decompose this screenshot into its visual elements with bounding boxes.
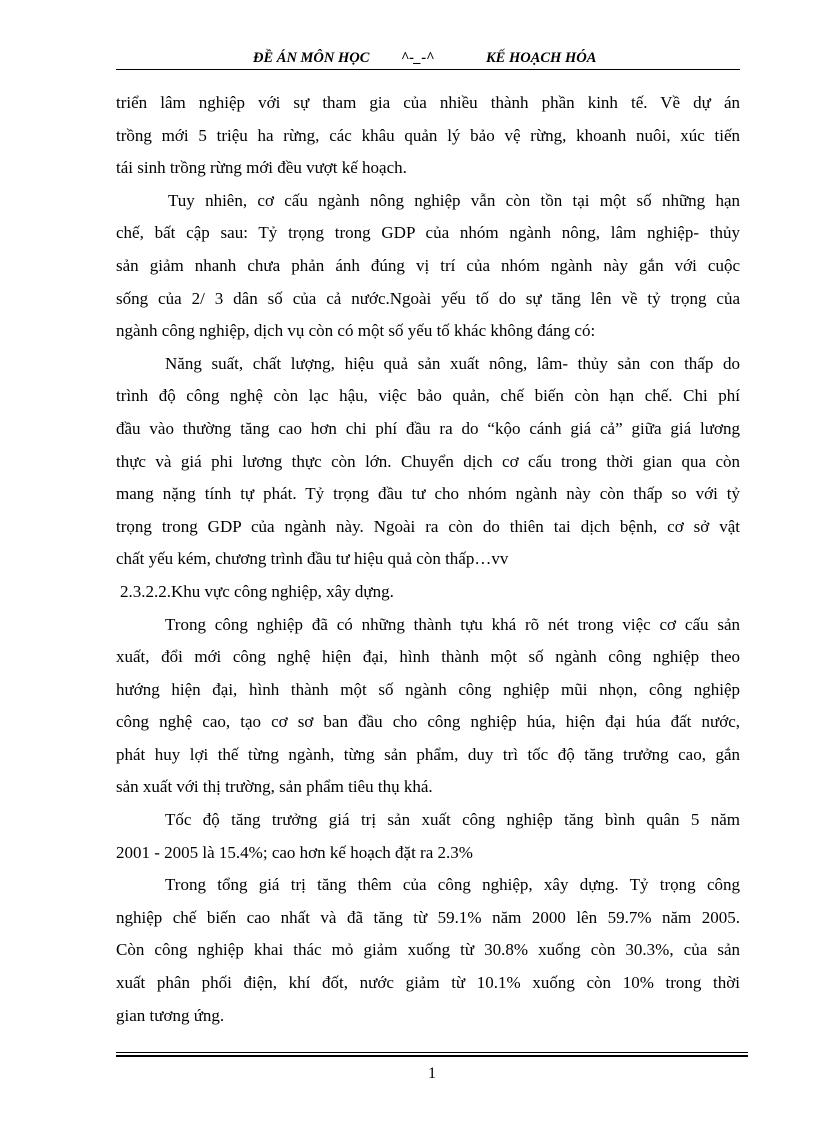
text-line: triển lâm nghiệp với sự tham gia của nhiều thành phần kinh tế. Về dự án bbox=[116, 93, 740, 112]
text-line: Trong công nghiệp đã có những thành tựu khá rõ nét trong việc cơ cấu sản bbox=[165, 614, 740, 634]
text-line: sản giảm nhanh chưa phản ánh đúng vị trí của nhóm ngành này gắn với cuộc bbox=[116, 255, 740, 275]
text-line: gian tương ứng. bbox=[116, 1005, 225, 1025]
text-line: xuất, đổi mới công nghệ hiện đại, hình thành một số ngành công nghiệp theo bbox=[116, 647, 740, 667]
text-line: Tuy nhiên, cơ cấu ngành nông nghiệp vẫn còn tồn tại một số những hạn bbox=[168, 190, 740, 210]
text-line: sản xuất với thị trường, sản phẩm tiêu thụ khá. bbox=[116, 777, 433, 797]
page-number: 1 bbox=[428, 1065, 436, 1082]
text-line: 2001 - 2005 là 15.4%; cao hơn kế hoạch đặt ra 2.3% bbox=[116, 842, 473, 862]
header-emoticon: ^-_-^ bbox=[401, 50, 435, 66]
text-line: đầu vào thường tăng cao hơn chi phí đầu ra do “kộo cánh giá cả” giữa giá lương bbox=[116, 418, 740, 438]
text-line: công nghệ cao, tạo cơ sơ ban đầu cho công nghiệp húa, hiện đại húa đất nước, bbox=[116, 712, 740, 732]
text-line: trình độ công nghệ còn lạc hậu, việc bảo quản, chế biến còn hạn chế. Chi phí bbox=[116, 386, 740, 406]
header-left-title: ĐỀ ÁN MÔN HỌC bbox=[253, 50, 370, 66]
text-line: trồng mới 5 triệu ha rừng, các khâu quản lý bảo vệ rừng, khoanh nuôi, xúc tiến bbox=[116, 125, 740, 145]
text-line: tái sinh trồng rừng mới đều vượt kế hoạch. bbox=[116, 158, 407, 178]
text-line: trọng trong GDP của ngành này. Ngoài ra còn do thiên tai dịch bệnh, cơ sở vật bbox=[116, 516, 740, 536]
text-line: Năng suất, chất lượng, hiệu quả sản xuất nông, lâm- thủy sản con thấp do bbox=[165, 353, 740, 373]
text-line: xuất phân phối điện, khí đốt, nước giảm từ 10.1% xuống còn 10% trong thời bbox=[116, 973, 740, 993]
footer-rule-thick bbox=[116, 1055, 748, 1057]
text-line: mang nặng tính tự phát. Tỷ trọng đầu tư cho nhóm ngành này còn thấp so với tỷ bbox=[116, 484, 740, 504]
text-line: nghiệp chế biến cao nhất và đã tăng từ 59.1% năm 2000 lên 59.7% năm 2005. bbox=[116, 907, 740, 927]
header-rule bbox=[116, 69, 740, 70]
section-heading: 2.3.2.2.Khu vực công nghiệp, xây dựng. bbox=[120, 581, 394, 601]
text-line: sống của 2/ 3 dân số của cả nước.Ngoài yếu tố do sự tăng lên về tỷ trọng của bbox=[116, 288, 740, 308]
text-line: phát huy lợi thế từng ngành, từng sản phẩm, duy trì tốc độ tăng trưởng cao, gắn bbox=[116, 744, 740, 764]
text-line: thực và giá phi lương thực còn lớn. Chuyển dịch cơ cấu trong thời gian qua còn bbox=[116, 451, 740, 471]
text-line: hướng hiện đại, hình thành một số ngành công nghiệp mũi nhọn, công nghiệp bbox=[116, 679, 740, 699]
text-line: ngành công nghiệp, dịch vụ còn có một số yếu tố khác không đáng có: bbox=[116, 321, 596, 341]
text-line: chế, bất cập sau: Tỷ trọng trong GDP của nhóm ngành nông, lâm nghiệp- thủy bbox=[116, 223, 740, 243]
text-line: Tốc độ tăng trưởng giá trị sản xuất công nghiệp tăng bình quân 5 năm bbox=[165, 810, 740, 830]
header-right-title: KẾ HOẠCH HÓA bbox=[486, 50, 597, 66]
page-header bbox=[116, 48, 740, 70]
text-line: Trong tổng giá trị tăng thêm của công nghiệp, xây dựng. Tỷ trọng công bbox=[165, 875, 740, 895]
text-line: chất yếu kém, chương trình đầu tư hiệu quả còn thấp…vv bbox=[116, 549, 509, 569]
document-body bbox=[116, 87, 740, 1032]
footer-rule bbox=[116, 1052, 748, 1053]
text-line: Còn công nghiệp khai thác mỏ giảm xuống từ 30.8% xuống còn 30.3%, của sản bbox=[116, 940, 740, 960]
